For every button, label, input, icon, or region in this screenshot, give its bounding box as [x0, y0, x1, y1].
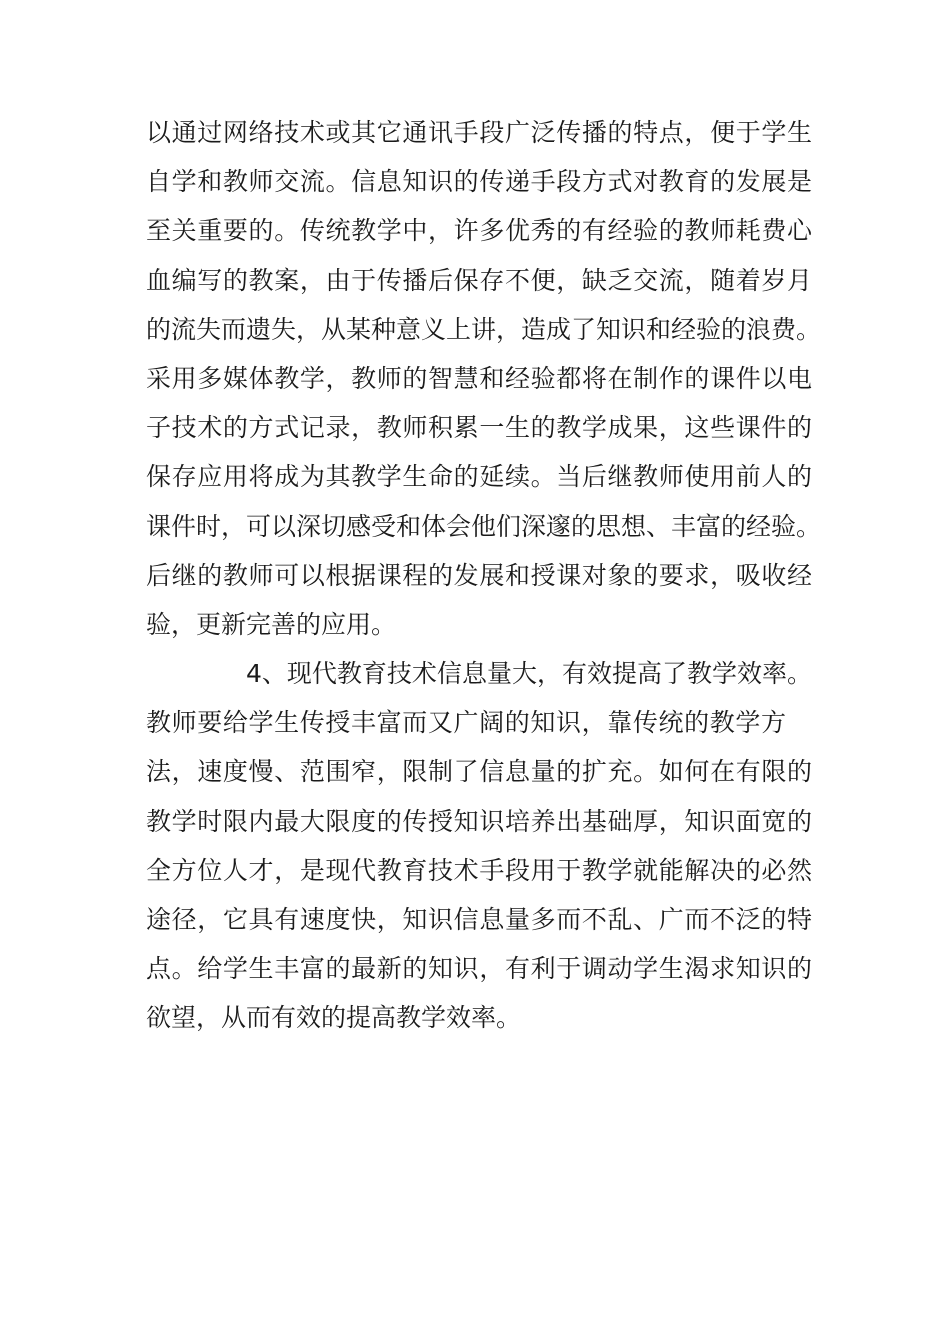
text-line: 至关重要的。传统教学中，许多优秀的有经验的教师耗费心	[146, 216, 812, 246]
text-line: 途径，它具有速度快，知识信息量多而不乱、广而不泛的特	[146, 905, 812, 934]
text-line: 采用多媒体教学，教师的智慧和经验都将在制作的课件以电	[146, 363, 812, 393]
text-line: 以通过网络技术或其它通讯手段广泛传播的特点，便于学生	[146, 118, 812, 147]
text-line: 的流失而遗失，从某种意义上讲，造成了知识和经验的浪费。	[146, 314, 822, 344]
text-line: 课件时，可以深切感受和体会他们深邃的思想、丰富的经验。	[146, 511, 822, 541]
text-line: 全方位人才，是现代教育技术手段用于教学就能解决的必然	[146, 855, 812, 885]
text-line: 自学和教师交流。信息知识的传递手段方式对教育的发展是	[146, 167, 812, 197]
text-line: 点。给学生丰富的最新的知识，有利于调动学生渴求知识的	[146, 954, 812, 984]
paragraph-1	[146, 108, 822, 649]
text-line: 保存应用将成为其教学生命的延续。当后继教师使用前人的	[146, 462, 812, 492]
text-line: 子技术的方式记录，教师积累一生的教学成果，这些课件的	[146, 413, 812, 443]
section-heading-line: 4、现代教育技术信息量大，有效提高了教学效率。	[246, 659, 812, 689]
text-line: 验，更新完善的应用。	[146, 609, 397, 639]
text-line: 后继的教师可以根据课程的发展和授课对象的要求，吸收经	[146, 560, 812, 590]
paragraph-2	[146, 649, 812, 1043]
text-line: 法，速度慢、范围窄，限制了信息量的扩充。如何在有限的	[146, 757, 812, 787]
text-line: 教师要给学生传授丰富而又广阔的知识，靠传统的教学方	[146, 708, 786, 738]
body-text	[146, 108, 822, 1043]
text-line: 教学时限内最大限度的传授知识培养出基础厚，知识面宽的	[146, 806, 812, 836]
text-line: 欲望，从而有效的提高教学效率。	[146, 1003, 522, 1033]
text-line: 血编写的教案，由于传播后保存不便，缺乏交流，随着岁月	[146, 265, 812, 295]
